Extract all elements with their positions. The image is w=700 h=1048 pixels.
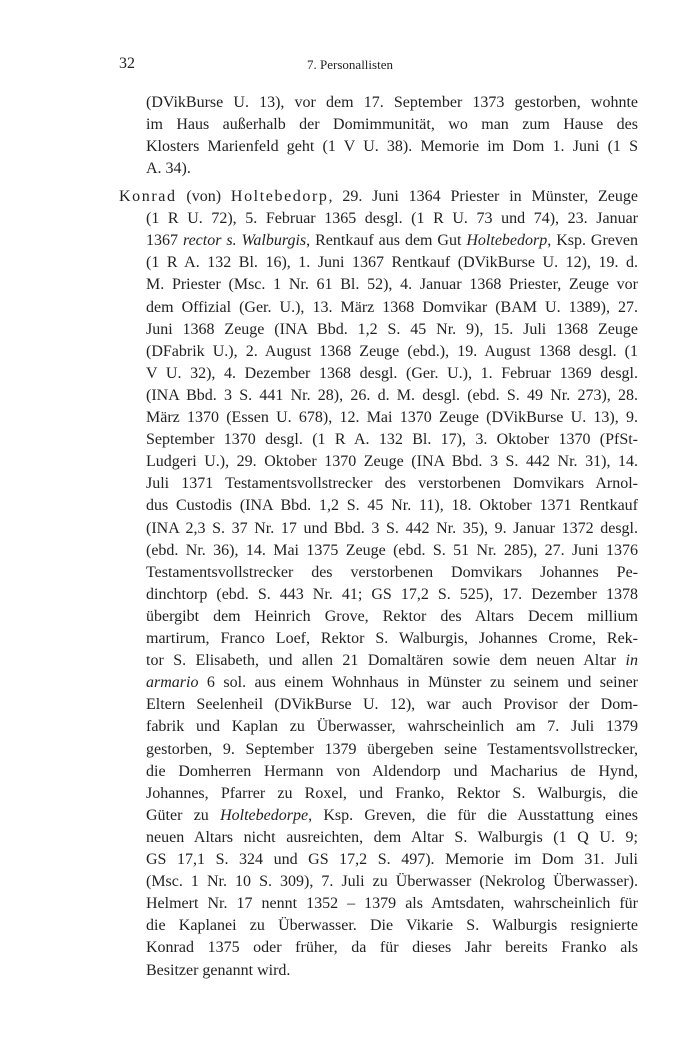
text-run: 6 sol. aus einem Wohnhaus in Münster zu seinem und seiner: [198, 674, 638, 692]
running-title: 7. Personallisten: [307, 57, 393, 72]
text-run: Johannes, Pfarrer zu Roxel, und Franko, Rektor S. Walburgis, die: [146, 784, 638, 802]
text-run: Testamentsvollstrecker des verstorbenen Domvikars Johannes Pe-: [146, 563, 638, 581]
text-run: im Haus außerhalb der Domimmunität, wo man zum Hause des: [146, 116, 638, 134]
text-run: (DFabrik U.), 2. August 1368 Zeuge (ebd.), 19. August 1368 desgl. (1: [146, 342, 638, 360]
text-line: [146, 629, 638, 649]
text-run: , Rentkauf aus dem Gut: [306, 232, 467, 250]
text-line: [119, 187, 638, 207]
text-run: dinchtorp (ebd. S. 443 Nr. 41; GS 17,2 S. 525), 17. Dezember 1378: [146, 585, 638, 603]
italic-term: armario: [146, 674, 199, 692]
text-line: [146, 115, 638, 135]
text-line: [146, 872, 638, 892]
text-line: [146, 806, 638, 826]
text-line: [146, 386, 638, 406]
text-line: [146, 828, 638, 848]
italic-term: Holtebedorp: [466, 232, 548, 250]
text-run: September 1370 desgl. (1 R A. 132 Bl. 17), 3. Oktober 1370 (PfSt-: [146, 431, 638, 449]
text-run: GS 17,1 S. 324 und GS 17,2 S. 497). Memorie im Dom 31. Juli: [146, 851, 638, 868]
text-run: übergibt dem Heinrich Grove, Rektor des Altars Decem millium: [146, 607, 638, 625]
text-line: [146, 585, 638, 605]
text-run: neuen Altars nicht ausreichten, dem Altar S. Walburgis (1 Q U. 9;: [146, 828, 638, 846]
text-line: [146, 938, 638, 958]
text-run: fabrik und Kaplan zu Überwasser, wahrscheinlich am 7. Juli 1379: [146, 718, 638, 736]
text-run: , 29. Juni 1364 Priester in Münster, Zeuge: [328, 188, 639, 205]
text-line: [146, 717, 638, 737]
text-line: [146, 474, 638, 494]
text-run: , Ksp. Greven: [547, 232, 638, 250]
text-line: [146, 894, 638, 914]
text-line: [146, 784, 638, 804]
entry-name: Holtebedorp: [230, 188, 329, 205]
text-run: (1 R A. 132 Bl. 16), 1. Juni 1367 Rentkauf (DVikBurse U. 12), 19. d.: [146, 254, 638, 272]
text-run: Ludgeri U.), 29. Oktober 1370 Zeuge (INA Bbd. 3 S. 442 Nr. 31), 14.: [146, 453, 638, 471]
italic-term: rector s. Walburgis: [182, 232, 307, 250]
entry-name: Konrad: [119, 188, 177, 205]
text-line: [146, 762, 638, 782]
text-line: [146, 342, 638, 362]
text-run: März 1370 (Essen U. 678), 12. Mai 1370 Zeuge (DVikBurse U. 13), 9.: [146, 409, 638, 426]
text-line: [146, 452, 638, 472]
text-run: Klosters Marienfeld geht (1 V U. 38). Memorie im Dom 1. Juni (1 S: [146, 138, 638, 156]
text-run: (von): [176, 188, 231, 205]
text-line: [146, 364, 638, 384]
text-run: tor S. Elisabeth, und allen 21 Domaltären sowie dem neuen Altar: [146, 652, 626, 670]
text-run: Helmert Nr. 17 nennt 1352 – 1379 als Amtsdaten, wahrscheinlich für: [146, 895, 638, 913]
text-line: [146, 408, 638, 428]
text-run: A. 34).: [146, 160, 191, 178]
text-run: dus Custodis (INA Bbd. 1,2 S. 45 Nr. 11), 18. Oktober 1371 Rentkauf: [146, 497, 638, 515]
text-line: [146, 496, 638, 516]
text-line: [146, 320, 638, 340]
text-line: [146, 231, 638, 251]
text-line: [146, 298, 638, 318]
text-run: (Msc. 1 Nr. 10 S. 309), 7. Juli zu Überwasser (Nekrolog Überwasser).: [146, 873, 638, 891]
text-line: [146, 541, 638, 561]
text-run: (INA 2,3 S. 37 Nr. 17 und Bbd. 3 S. 442 Nr. 35), 9. Januar 1372 desgl.: [146, 519, 638, 537]
text-run: die Kaplanei zu Überwasser. Die Vikarie S. Walburgis resignierte: [146, 917, 638, 935]
text-line: [146, 607, 638, 627]
text-run: die Domherren Hermann von Aldendorp und Macharius de Hynd,: [146, 762, 638, 780]
italic-term: in: [625, 652, 638, 670]
text-line: [146, 137, 638, 157]
text-run: dem Offizial (Ger. U.), 13. März 1368 Domvikar (BAM U. 1389), 27.: [146, 298, 638, 316]
text-run: (INA Bbd. 3 S. 441 Nr. 28), 26. d. M. desgl. (ebd. S. 49 Nr. 273), 28.: [146, 386, 638, 404]
text-run: , Ksp. Greven, die für die Ausstattung eines: [308, 806, 639, 824]
text-run: Güter zu: [146, 806, 221, 824]
text-run: gestorben, 9. September 1379 übergeben seine Testamentsvollstrecker,: [146, 740, 638, 758]
text-line: [146, 563, 638, 583]
text-line: [146, 916, 638, 936]
text-run: Besitzer genannt wird.: [146, 961, 291, 979]
text-line: [146, 253, 638, 273]
text-line: [146, 519, 638, 539]
text-run: M. Priester (Msc. 1 Nr. 61 Bl. 52), 4. Januar 1368 Priester, Zeuge vor: [146, 276, 638, 294]
text-run: (1 R U. 72), 5. Februar 1365 desgl. (1 R U. 73 und 74), 23. Januar: [146, 210, 638, 228]
text-run: Konrad 1375 oder früher, da für dieses Jahr bereits Franko als: [146, 939, 638, 957]
text-line: [146, 159, 638, 179]
text-run: (DVikBurse U. 13), vor dem 17. September 1373 gestorben, wohnte: [146, 94, 638, 111]
text-run: V U. 32), 4. Dezember 1368 desgl. (Ger. U.), 1. Februar 1369 desgl.: [146, 364, 638, 382]
italic-term: Holtebedorpe: [220, 806, 309, 824]
text-run: martirum, Franco Loef, Rektor S. Walburgis, Johannes Crome, Rek-: [146, 630, 638, 647]
text-line: [146, 850, 638, 870]
text-line: [146, 651, 638, 671]
text-line: [146, 961, 638, 981]
text-line: [146, 93, 638, 113]
text-line: [146, 209, 638, 229]
text-line: [146, 673, 638, 693]
text-line: [146, 275, 638, 295]
text-run: (ebd. Nr. 36), 14. Mai 1375 Zeuge (ebd. S. 51 Nr. 285), 27. Juni 1376: [146, 541, 638, 559]
text-run: Eltern Seelenheil (DVikBurse U. 12), war auch Provisor der Dom-: [146, 696, 638, 714]
text-run: Juni 1368 Zeuge (INA Bbd. 1,2 S. 45 Nr. 9), 15. Juli 1368 Zeuge: [146, 320, 638, 338]
text-run: Juli 1371 Testamentsvollstrecker des verstorbenen Domvikars Arnol-: [146, 475, 638, 493]
page-number: 32: [119, 55, 135, 72]
text-line: [146, 740, 638, 760]
text-run: 1367: [146, 232, 183, 250]
text-line: [146, 695, 638, 715]
text-line: [146, 430, 638, 450]
